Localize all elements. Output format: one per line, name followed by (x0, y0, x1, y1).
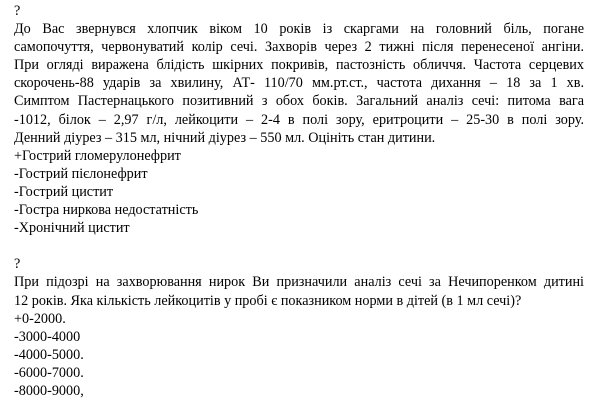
answer-option-correct: +0-2000. (14, 310, 66, 327)
answer-option: -6000-7000. (14, 364, 84, 381)
answer-option-correct: +Гострий гломерулонефрит (14, 147, 181, 164)
question-text-line: скорочень-88 ударів за хвилину, АТ- 110/70 мм.рт.ст., частота дихання – 18 за 1 хв. (14, 75, 584, 92)
document-body (14, 2, 584, 400)
question-text-line: Денний діурез – 315 мл, нічний діурез – 550 мл. Оцініть стан дитини. (14, 129, 436, 146)
question-text-line: 12 років. Яка кількість лейкоцитів у пробі є показником норми в дітей (в 1 мл сечі)? (14, 292, 522, 309)
answer-option: -8000-9000, (14, 382, 84, 399)
question-text-line: При підозрі на захворювання нирок Ви призначили аналіз сечі за Нечипоренком дитині (14, 274, 584, 291)
answer-option: -3000-4000 (14, 328, 81, 345)
answer-option: -4000-5000. (14, 346, 84, 363)
question-text-line: самопочуття, червонуватий колір сечі. Захворів через 2 тижні після перенесеної ангіни. (14, 39, 584, 56)
blank-line (14, 237, 584, 255)
answer-option: -Гостра ниркова недостатність (14, 202, 199, 219)
question-text-line: -1012, білок – 2,97 г/л, лейкоцити – 2-4 в полі зору, еритроцити – 25-30 в полі зору. (14, 111, 584, 128)
question-marker: ? (14, 3, 21, 19)
answer-option: -Гострий пієлонефрит (14, 165, 148, 182)
question-marker: ? (14, 256, 21, 273)
question-text-line: При огляді виражена блідість шкірних покривів, пастозність обличчя. Частота серцевих (14, 57, 584, 74)
question-text-line: Симптом Пастернацького позитивний з обох боків. Загальний аналіз сечі: питома вага (14, 93, 584, 110)
question-text-line: До Вас звернувся хлопчик віком 10 років із скаргами на головний біль, погане (14, 21, 584, 38)
answer-option: -Гострий цистит (14, 183, 114, 200)
answer-option: -Хронічний цистит (14, 220, 130, 237)
